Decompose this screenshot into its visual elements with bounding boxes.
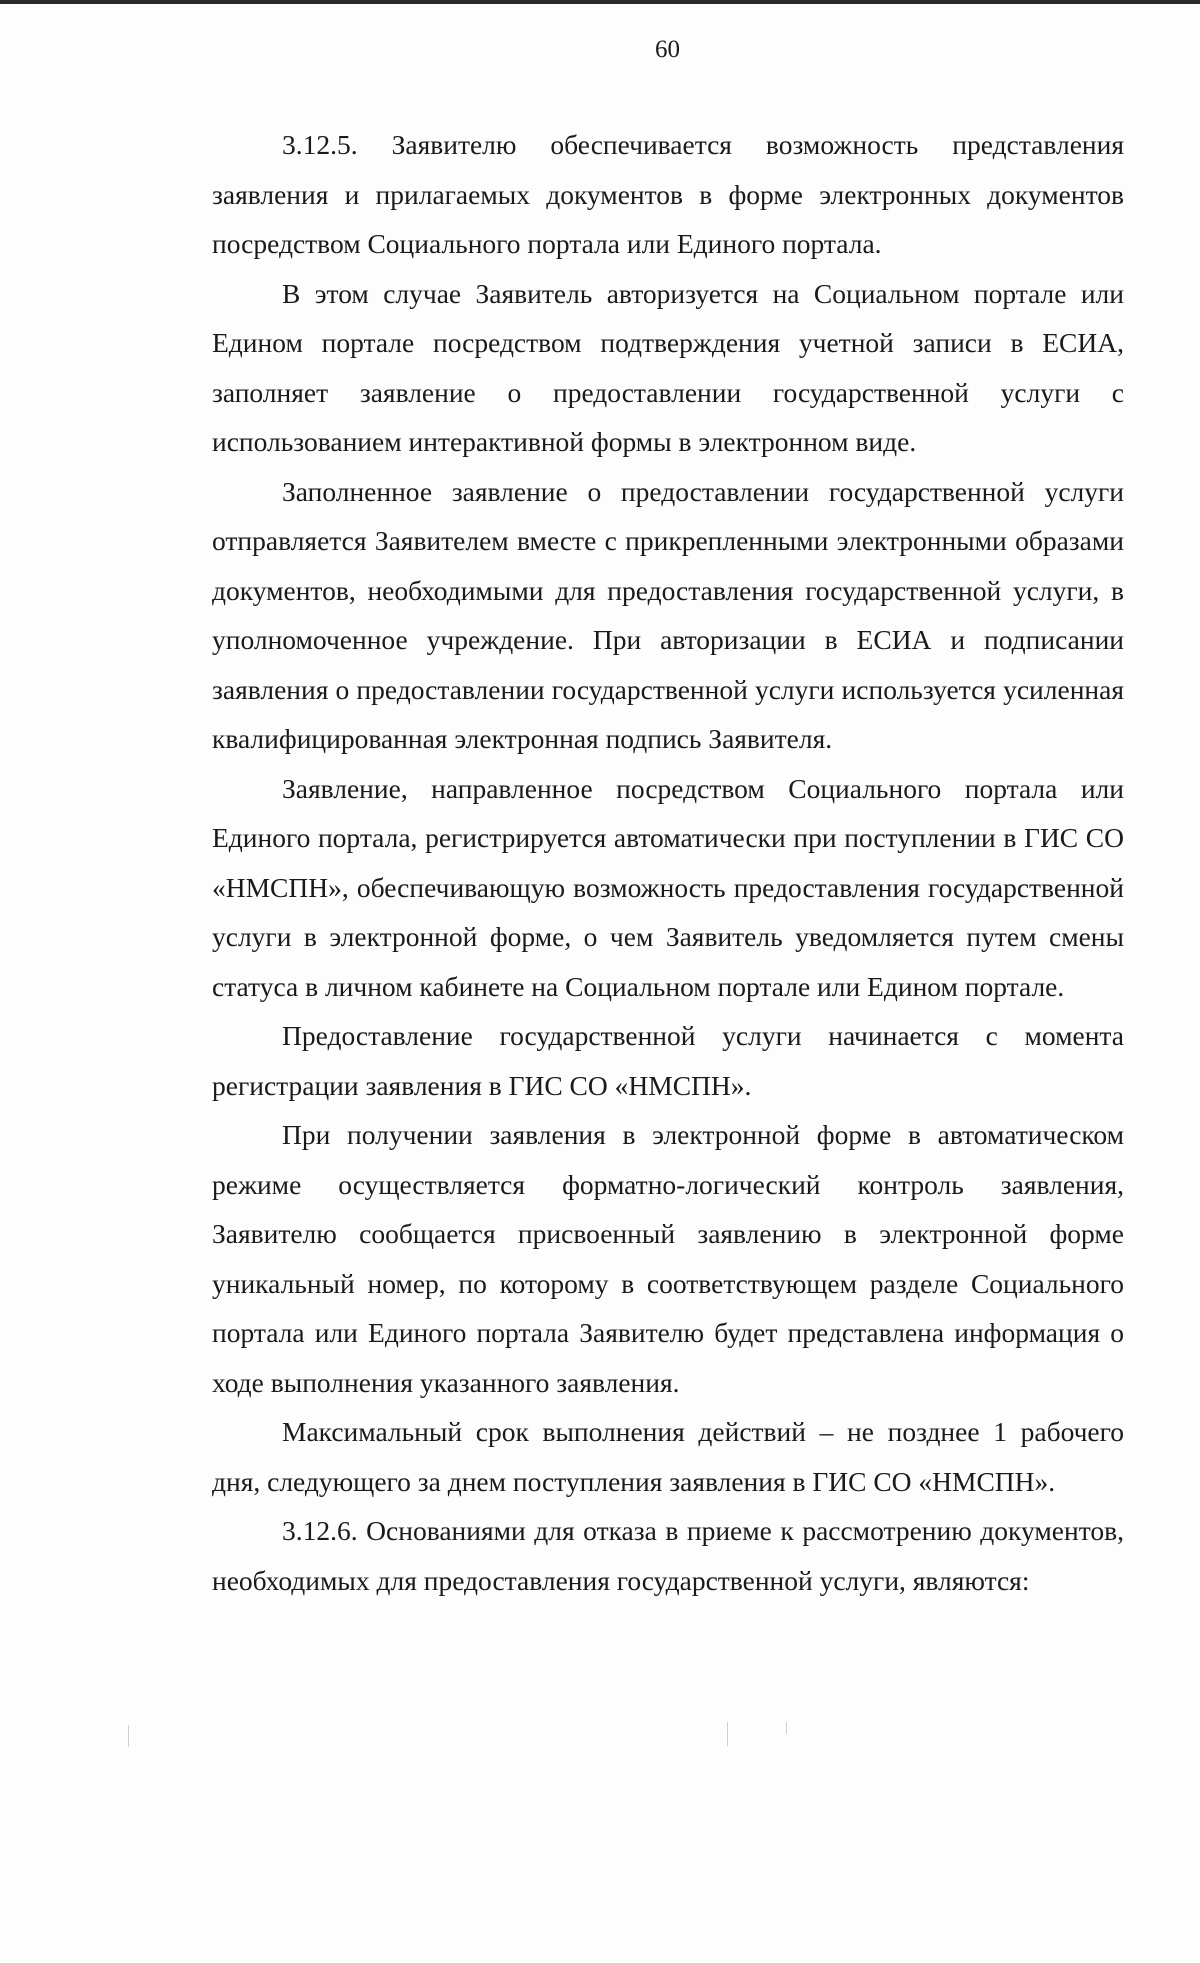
scan-artifact-center [727, 1722, 728, 1746]
page-number: 60 [655, 36, 680, 63]
paragraph-3-12-6: 3.12.6. Основаниями для отказа в приеме к рассмотрению документов, необходимых для предоставления государственной услуги, являются: [212, 1515, 1124, 1596]
paragraph-submission: Заполненное заявление о предоставлении государственной услуги отправляется Заявителем вместе с прикрепленными электронными образами документов, необходимыми для предоставления государственной услуги, в уполномоченное учреждение. При авторизации в ЕСИА и подписании заявления о предоставлении государственной услуги используется усиленная квалифицированная электронная подпись Заявителя. [212, 475, 1124, 754]
paragraph-registration: Заявление, направленное посредством Социального портала или Единого портала, регистрируется автоматически при поступлении в ГИС СО «НМСПН», обеспечивающую возможность предоставления государственной услуги в электронной форме, о чем Заявитель уведомляется путем смены статуса в личном кабинете на Социальном портале или Едином портале. [212, 772, 1124, 1002]
paragraph-max-term: Максимальный срок выполнения действий – не позднее 1 рабочего дня, следующего за днем поступления заявления в ГИС СО «НМСПН». [212, 1416, 1124, 1497]
paragraph-3-12-5: 3.12.5. Заявителю обеспечивается возможность представления заявления и прилагаемых документов в форме электронных документов посредством Социального портала или Единого портала. [212, 129, 1124, 259]
paragraph-authorization: В этом случае Заявитель авторизуется на Социальном портале или Едином портале посредством подтверждения учетной записи в ЕСИА, заполняет заявление о предоставлении государственной услуги с использованием интерактивной формы в электронном виде. [212, 277, 1124, 457]
scan-artifact-right [786, 1722, 787, 1734]
scan-artifact-left [128, 1725, 129, 1747]
paragraph-format-control: При получении заявления в электронной форме в автоматическом режиме осуществляется форматно-логический контроль заявления, Заявителю сообщается присвоенный заявлению в электронной форме уникальный номер, по которому в соответствующем разделе Социального портала или Единого портала Заявителю будет представлена информация о ходе выполнения указанного заявления. [212, 1119, 1124, 1398]
top-border-line [0, 0, 1200, 4]
paragraph-service-start: Предоставление государственной услуги начинается с момента регистрации заявления в ГИС СО «НМСПН». [212, 1020, 1124, 1101]
document-body [212, 120, 1124, 1605]
